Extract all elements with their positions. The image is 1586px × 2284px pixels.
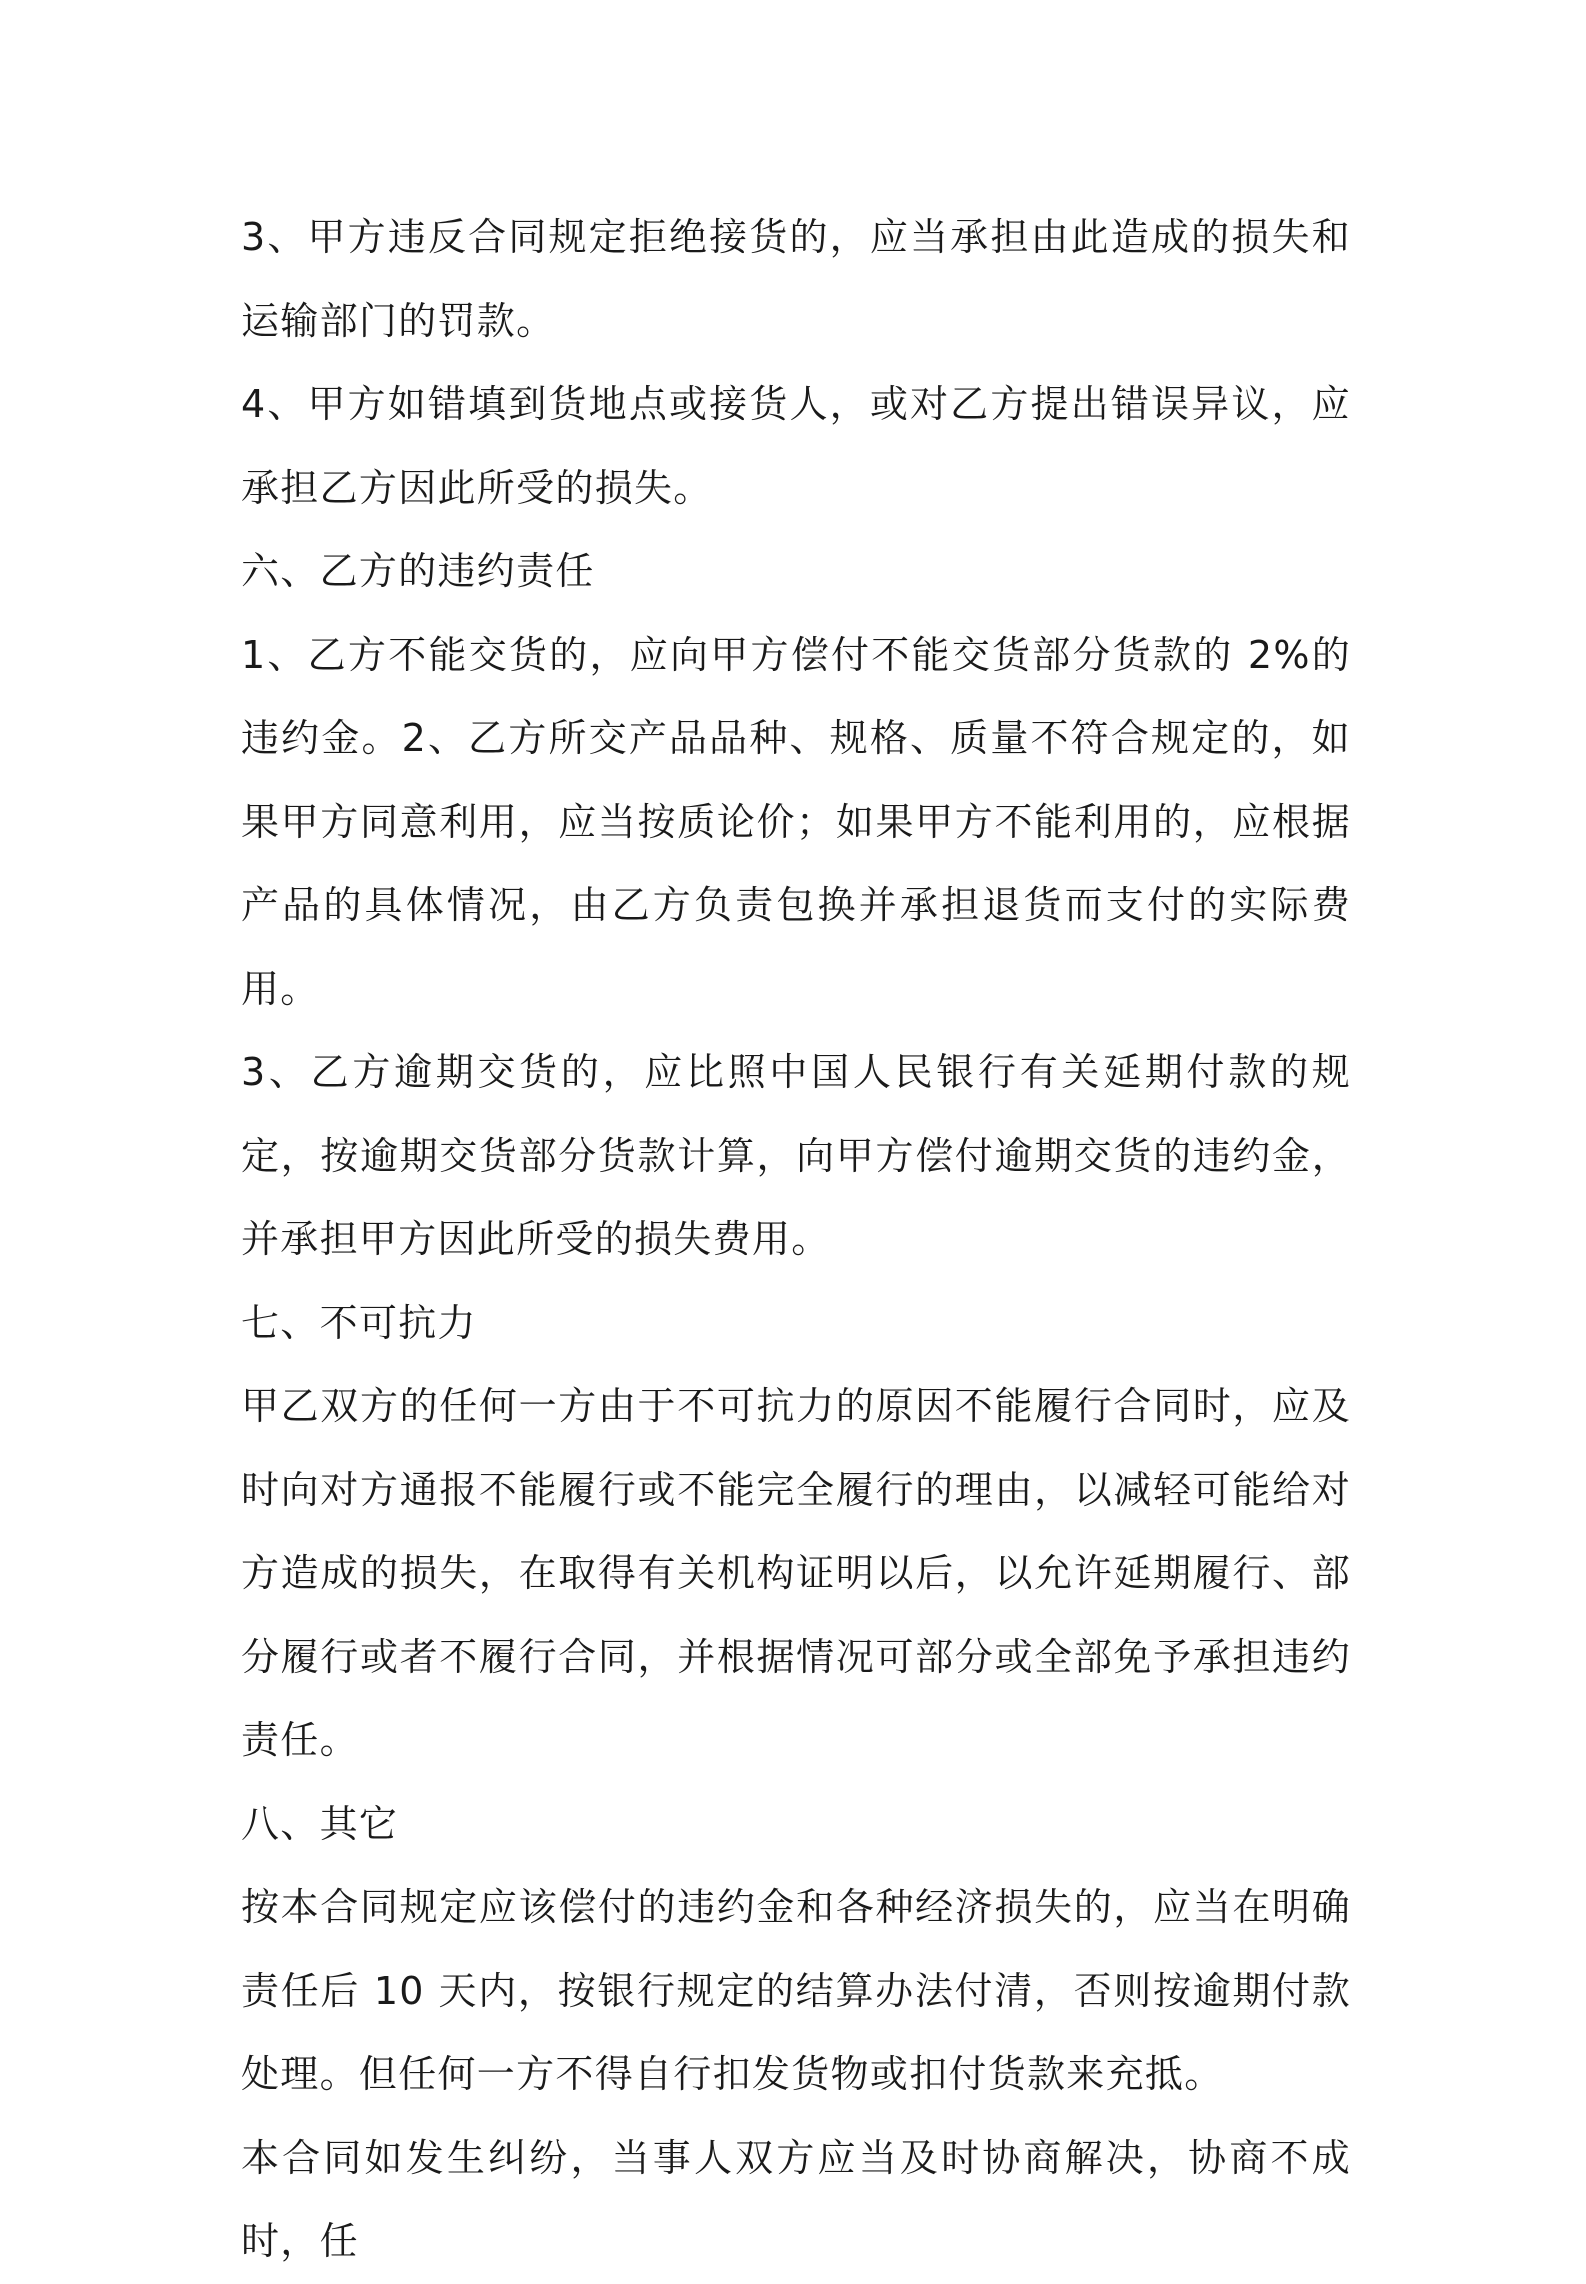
section-heading-other: 八、其它 [241, 1801, 399, 1846]
clause-seller-nondelivery-quality: 1、乙方不能交货的，应向甲方偿付不能交货部分货款的 2%的违约金。2、乙方所交产品品种、规格、质量不符合规定的，如果甲方同意利用，应当按质论价；如果甲方不能利用的，应根据产品的具体情况，由乙方负责包换并承担退货而支付的实际费用。 [241, 632, 1351, 1011]
clause-seller-late-delivery: 3、乙方逾期交货的，应比照中国人民银行有关延期付款的规定，按逾期交货部分货款计算，向甲方偿付逾期交货的违约金，并承担甲方因此所受的损失费用。 [241, 1050, 1351, 1261]
clause-force-majeure: 甲乙双方的任何一方由于不可抗力的原因不能履行合同时，应及时向对方通报不能履行或不能完全履行的理由，以减轻可能给对方造成的损失，在取得有关机构证明以后，以允许延期履行、部分履行或者不履行合同，并根据情况可部分或全部免予承担违约责任。 [241, 1384, 1351, 1762]
section-heading-force-majeure: 七、不可抗力 [241, 1300, 477, 1345]
clause-payment-of-damages: 按本合同规定应该偿付的违约金和各种经济损失的，应当在明确责任后 10 天内，按银行规定的结算办法付清，否则按逾期付款处理。但任何一方不得自行扣发货物或扣付货款来充抵。 [241, 1885, 1351, 2096]
clause-buyer-refusal: 3、甲方违反合同规定拒绝接货的，应当承担由此造成的损失和运输部门的罚款。 [241, 215, 1351, 343]
clause-buyer-wrong-address: 4、甲方如错填到货地点或接货人，或对乙方提出错误异议，应承担乙方因此所受的损失。 [241, 382, 1351, 510]
section-heading-seller-liability: 六、乙方的违约责任 [241, 549, 595, 593]
document-page [241, 196, 1351, 2284]
clause-dispute-resolution: 本合同如发生纠纷，当事人双方应当及时协商解决，协商不成时，任 [241, 2135, 1351, 2263]
